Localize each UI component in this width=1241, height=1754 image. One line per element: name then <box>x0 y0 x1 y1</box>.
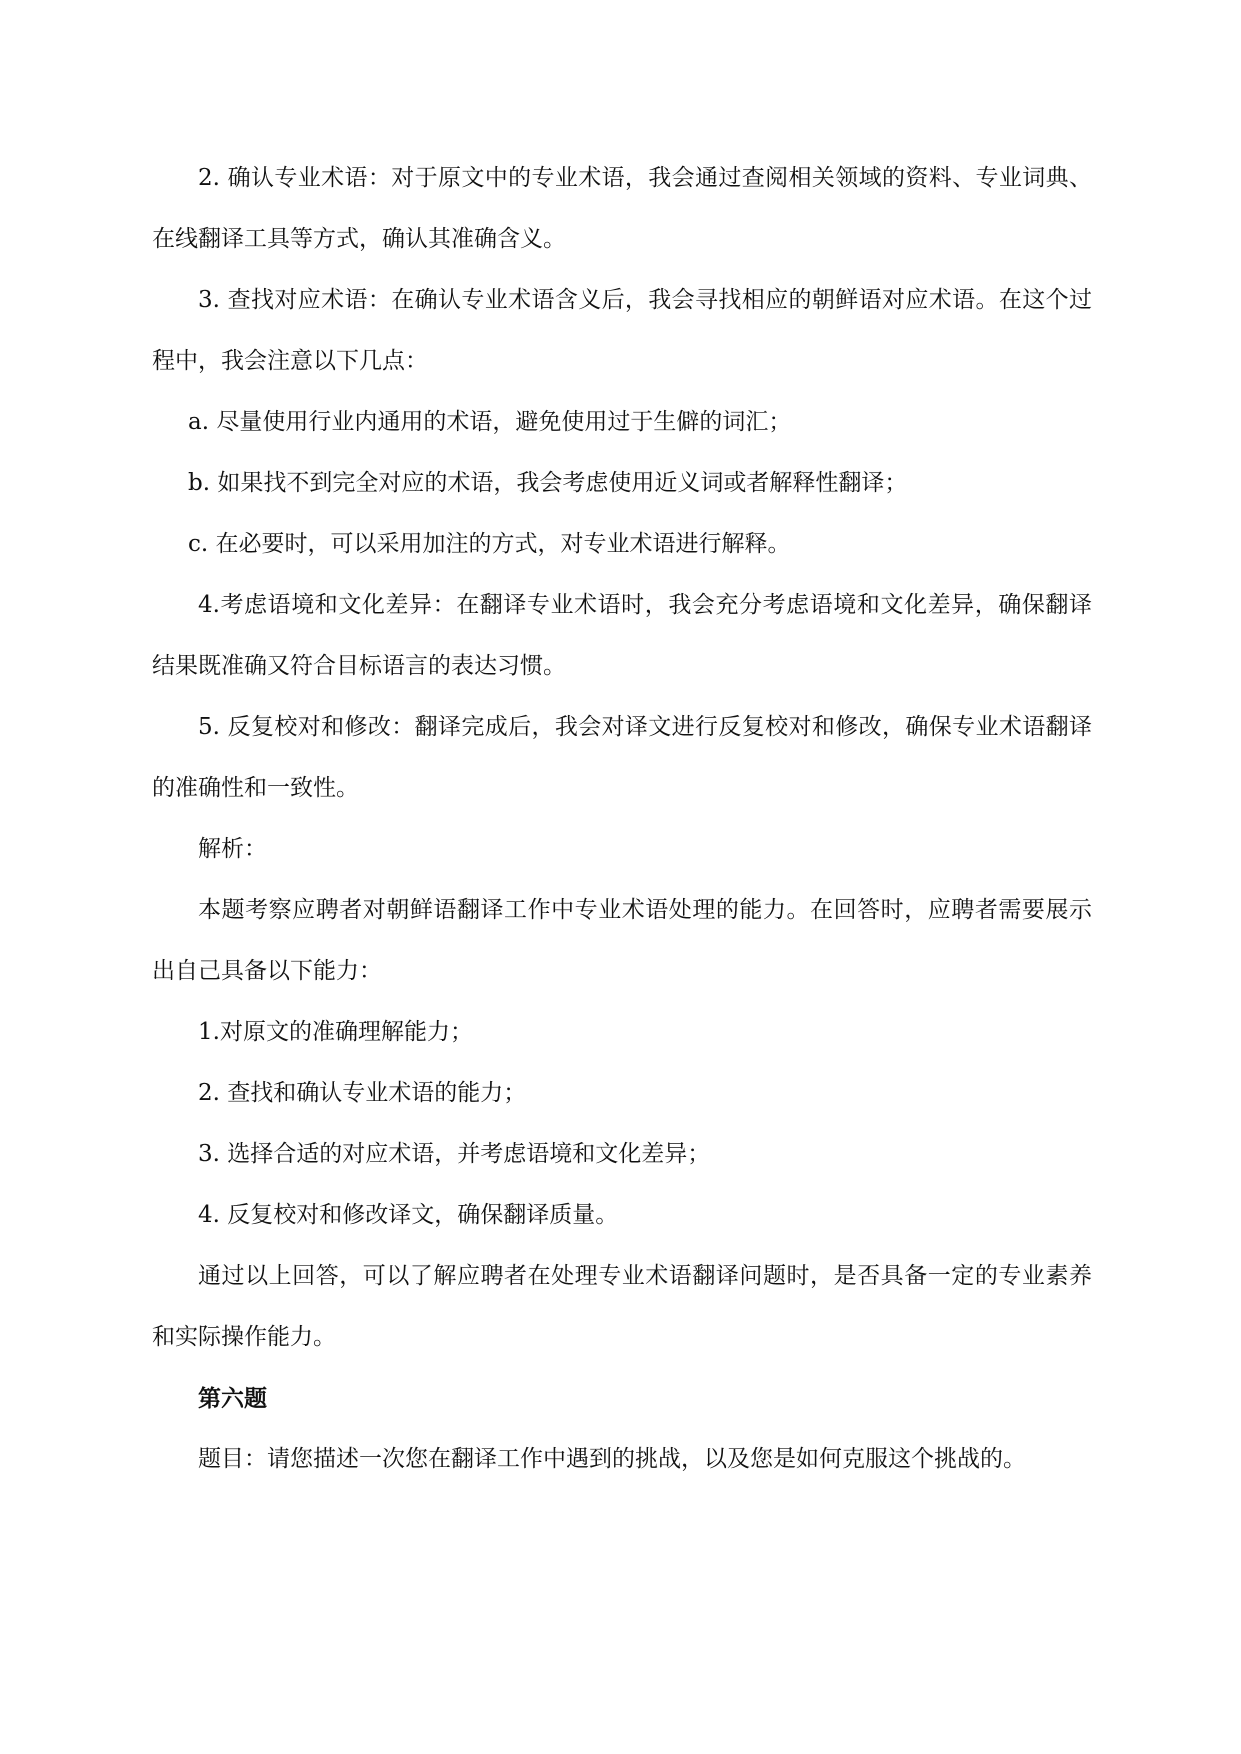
section-heading: 第六题 <box>198 1385 267 1412</box>
analysis-label: 解析： <box>198 836 267 862</box>
document-body <box>152 148 1092 1490</box>
ability-item-1: 1.对原文的准确理解能力； <box>198 1019 473 1045</box>
paragraph-analysis: 本题考察应聘者对朝鲜语翻译工作中专业术语处理的能力。在回答时，应聘者需要展示出自己具备以下能力： <box>152 897 1092 984</box>
ability-item-2: 2. 查找和确认专业术语的能力； <box>198 1080 527 1106</box>
paragraph-conclusion: 通过以上回答，可以了解应聘者在处理专业术语翻译问题时，是否具备一定的专业素养和实际操作能力。 <box>152 1263 1092 1350</box>
ability-item-4: 4. 反复校对和修改译文，确保翻译质量。 <box>198 1202 619 1228</box>
question-paragraph: 题目：请您描述一次您在翻译工作中遇到的挑战，以及您是如何克服这个挑战的。 <box>198 1446 1026 1472</box>
list-item-c: c. 在必要时，可以采用加注的方式，对专业术语进行解释。 <box>188 531 791 557</box>
paragraph-find-terms: 3. 查找对应术语：在确认专业术语含义后，我会寻找相应的朝鲜语对应术语。在这个过程中，我会注意以下几点： <box>152 287 1092 374</box>
ability-item-3: 3. 选择合适的对应术语，并考虑语境和文化差异； <box>198 1141 711 1167</box>
paragraph-confirm-terms: 2. 确认专业术语：对于原文中的专业术语，我会通过查阅相关领域的资料、专业词典、在线翻译工具等方式，确认其准确含义。 <box>152 165 1092 252</box>
paragraph-context-culture: 4.考虑语境和文化差异：在翻译专业术语时，我会充分考虑语境和文化差异，确保翻译结果既准确又符合目标语言的表达习惯。 <box>152 592 1092 679</box>
list-item-a: a. 尽量使用行业内通用的术语，避免使用过于生僻的词汇； <box>188 409 792 435</box>
list-item-b: b. 如果找不到完全对应的术语，我会考虑使用近义词或者解释性翻译； <box>188 470 908 496</box>
paragraph-proofread: 5. 反复校对和修改：翻译完成后，我会对译文进行反复校对和修改，确保专业术语翻译的准确性和一致性。 <box>152 714 1092 801</box>
